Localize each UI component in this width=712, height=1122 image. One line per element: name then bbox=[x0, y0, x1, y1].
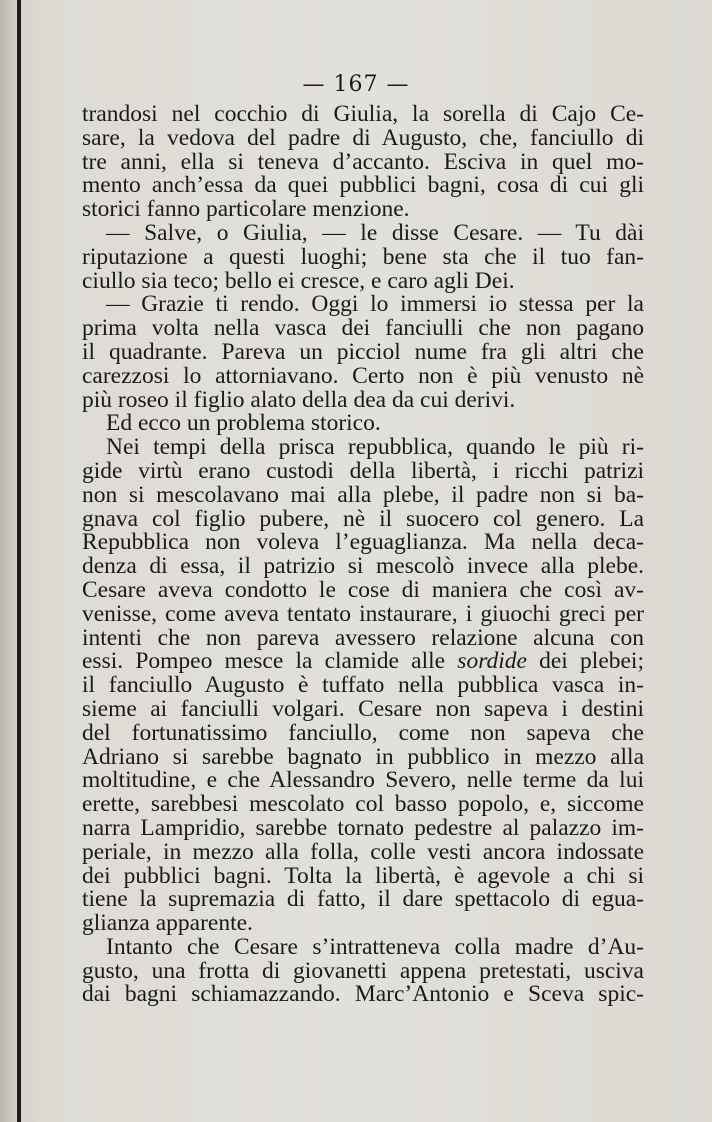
text-line: il quadrante. Pareva un picciol nume fra gli altri che bbox=[82, 338, 644, 365]
text-line: prima volta nella vasca dei fanciulli che non pagano bbox=[82, 315, 644, 342]
text-line: Nei tempi della prisca repubblica, quando le più ri- bbox=[106, 434, 644, 461]
text-line: dai bagni schiamazzando. Marc’Antonio e Sceva spic- bbox=[82, 981, 644, 1008]
text-line: storici fanno particolare menzione. bbox=[82, 196, 410, 223]
italic-word: sordide bbox=[457, 648, 527, 675]
text-line: tre anni, ella si teneva d’accanto. Esciva in quel mo- bbox=[82, 148, 644, 175]
text-line: mento anch’essa da quei pubblici bagni, cosa di cui gli bbox=[82, 172, 644, 199]
text-line: glianza apparente. bbox=[82, 910, 253, 937]
text-line: denza di essa, il patrizio si mescolò invece alla plebe. bbox=[82, 553, 644, 580]
text-line: — Grazie ti rendo. Oggi lo immersi io stessa per la bbox=[106, 291, 644, 318]
page-gutter bbox=[0, 0, 17, 1122]
text-line: erette, sarebbesi mescolato col basso popolo, e, siccome bbox=[82, 791, 644, 818]
text-line: più roseo il figlio alato della dea da cui derivi. bbox=[82, 386, 516, 413]
text-line: ciullo sia teco; bello ei cresce, e caro agli Dei. bbox=[82, 267, 515, 294]
text-line: periale, in mezzo alla folla, colle vesti ancora indossate bbox=[82, 838, 644, 865]
text-line: Ed ecco un problema storico. bbox=[106, 410, 381, 437]
page-binding-edge bbox=[17, 0, 21, 1122]
text-line: il fanciullo Augusto è tuffato nella pubblica vasca in- bbox=[82, 672, 644, 699]
text-line: del fortunatissimo fanciullo, come non sapeva che bbox=[82, 719, 644, 746]
text-line: sieme ai fanciulli volgari. Cesare non sapeva i destini bbox=[82, 695, 644, 722]
text-line: intenti che non pareva avessero relazione alcuna con bbox=[82, 624, 644, 651]
text-line: moltitudine, e che Alessandro Severo, nelle terme da lui bbox=[82, 767, 644, 794]
text-line: non si mescolavano mai alla plebe, il padre non si ba- bbox=[82, 481, 644, 508]
text-line: — Salve, o Giulia, — le disse Cesare. — Tu dài bbox=[106, 219, 644, 246]
text-line: essi. Pompeo mesce la clamide alle sordide dei plebei; bbox=[82, 648, 644, 675]
text-line: sare, la vedova del padre di Augusto, che, fanciullo di bbox=[82, 124, 644, 151]
text-line: dei pubblici bagni. Tolta la libertà, è agevole a chi si bbox=[82, 862, 644, 889]
text-line: trandosi nel cocchio di Giulia, la sorella di Cajo Ce- bbox=[82, 101, 644, 127]
text-line: carezzosi lo attorniavano. Certo non è più venusto nè bbox=[82, 362, 644, 389]
text-line: Intanto che Cesare s’intratteneva colla madre d’Au- bbox=[106, 933, 644, 960]
text-line: gusto, una frotta di giovanetti appena pretestati, usciva bbox=[82, 957, 644, 984]
text-line: gide virtù erano custodi della libertà, i ricchi patrizi bbox=[82, 457, 644, 484]
text-line: Repubblica non voleva l’eguaglianza. Ma nella deca- bbox=[82, 529, 644, 556]
body-text bbox=[82, 103, 644, 1007]
text-line: tiene la supremazia di fatto, il dare spettacolo di egua- bbox=[82, 886, 644, 913]
text-line: riputazione a questi luoghi; bene sta che il tuo fan- bbox=[82, 243, 644, 270]
text-line: Cesare aveva condotto le cose di maniera che così av- bbox=[82, 576, 644, 603]
text-line: gnava col figlio pubere, nè il suocero col genero. La bbox=[82, 505, 644, 532]
text-line: venisse, come aveva tentato instaurare, i giuochi greci per bbox=[82, 600, 644, 627]
text-line: narra Lampridio, sarebbe tornato pedestre al palazzo im- bbox=[82, 814, 644, 841]
text-line: Adriano si sarebbe bagnato in pubblico in mezzo alla bbox=[82, 743, 644, 770]
page-number: — 167 — bbox=[302, 72, 410, 97]
